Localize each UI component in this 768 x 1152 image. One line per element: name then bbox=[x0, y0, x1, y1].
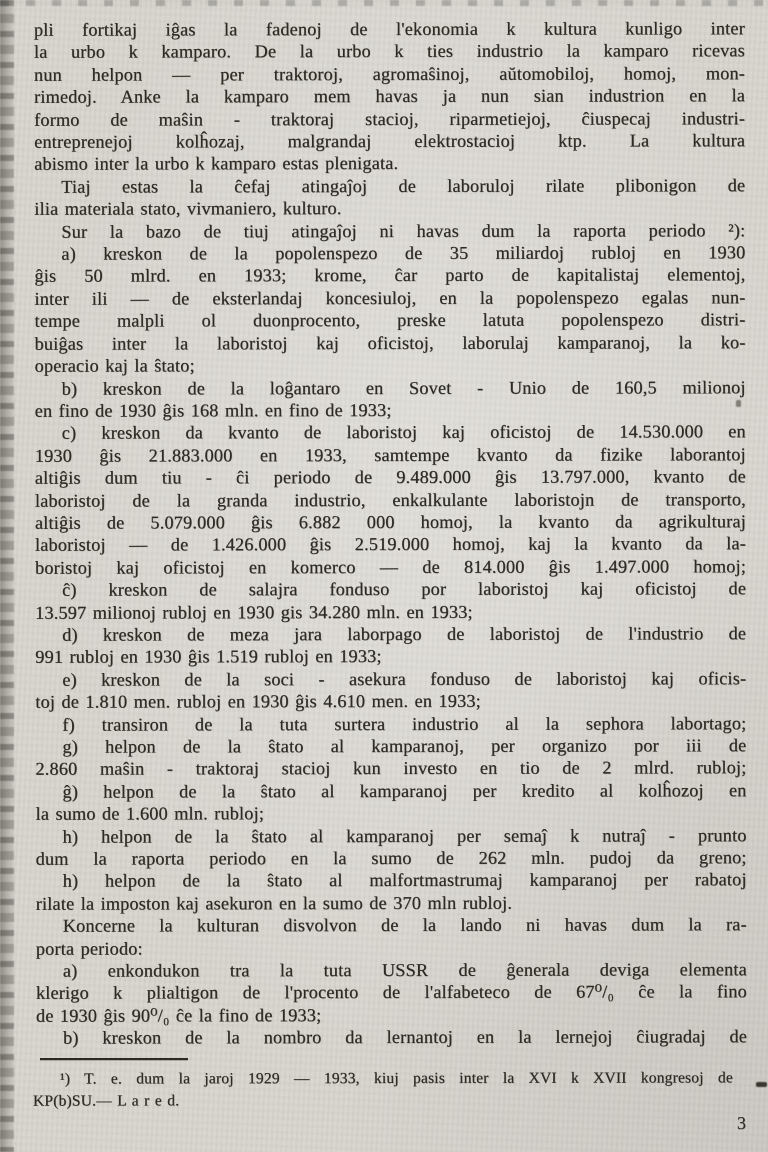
text-line: 991 rubloj en 1930 ĝis 1.519 rubloj en 1933; bbox=[35, 646, 382, 668]
text-line: ilia materiala stato, vivmaniero, kulturo. bbox=[34, 198, 342, 219]
text-line: la sumo de 1.600 mln. rubloj; bbox=[35, 803, 265, 824]
text-line: boristoj kaj oficistoj en komerco — de 814.000 ĝis 1.497.000 homoj; bbox=[35, 556, 747, 578]
text-line: ¹) T. e. dum la jaroj 1929 — 1933, kiuj pasis inter la XVI k XVII kongresoj de bbox=[59, 1069, 733, 1088]
text-line: b) kreskon de la loĝantaro en Sovet - Unio de 160,5 milionoj bbox=[61, 376, 746, 399]
text-line: c) kreskon da kvanto de laboristoj kaj oficistoj de 14.530.000 en bbox=[61, 421, 746, 444]
text-line: rilate la imposton kaj asekuron en la sumo de 370 mln rubloj. bbox=[35, 892, 513, 914]
text-line: e) kreskon de la soci - asekura fonduso de laboristoj kaj oficis- bbox=[62, 668, 747, 690]
text-line: ĝ) helpon de la ŝtato al kamparanoj per kredito al kolĥozoj en bbox=[62, 780, 747, 802]
text-line: 13.597 milionoj rubloj en 1930 gis 34.280 mln. en 1933; bbox=[35, 601, 473, 623]
text-line: Sur la bazo de tiuj atingaĵoj ni havas dum la raporta periodo ²): bbox=[61, 219, 746, 242]
footnote bbox=[33, 1067, 733, 1111]
text-line: g) helpon de la ŝtato al kamparanoj, per organizo por iii de bbox=[62, 735, 747, 757]
text-line: laboristoj — de 1.426.000 ĝis 2.519.000 homoj, kaj la kvanto da la- bbox=[35, 533, 747, 556]
text-line: f) transiron de la tuta surtera industrio al la sephora labortago; bbox=[62, 712, 747, 735]
text-line: dum la raporta periodo en la sumo de 262 mln. pudoj da greno; bbox=[35, 847, 747, 869]
text-line: rimedoj. Anke la kamparo mem havas ja nun sian industrion en la bbox=[34, 85, 746, 107]
text-line: b) kreskon de la nombro da lernantoj en la lernejoj ĉiugradaj de bbox=[63, 1026, 748, 1048]
page-number: 3 bbox=[737, 1113, 746, 1133]
text-line: porta periodo: bbox=[35, 938, 143, 959]
text-line: laboristoj de la granda industrio, enkalkulante laboristojn de transporto, bbox=[34, 488, 746, 511]
text-line: de 1930 ĝis 90⁰/₀ ĉe la fino de 1933; bbox=[35, 1005, 322, 1026]
text-line: 1930 ĝis 21.883.000 en 1933, samtempe kvanto da fizike laborantoj bbox=[34, 443, 746, 466]
text-line: la urbo k kamparo. De la urbo k ties industrio la kamparo ricevas bbox=[33, 40, 746, 63]
text-line: pli fortikaj iĝas la fadenoj de l'ekonomia k kultura kunligo inter bbox=[33, 18, 745, 40]
text-line: altiĝis de 5.079.000 ĝis 6.882 000 homoj, la kvanto da agrikulturaj bbox=[34, 511, 746, 533]
text-line: ĝis 50 mlrd. en 1933; krome, ĉar parto de kapitalistaj elementoj, bbox=[34, 264, 746, 287]
text-line: abismo inter la urbo k kamparo estas plenigata. bbox=[34, 153, 399, 175]
text-line: formo de maŝin - traktoraj stacioj, riparmetiejoj, ĉiuspecaj industri- bbox=[34, 107, 746, 130]
text-line: buiĝas inter la laboristoj kaj oficistoj, laborulaj kamparanoj, la ko- bbox=[34, 331, 746, 354]
text-line: klerigo k plialtigon de l'procento de l'alfabeteco de 67⁰/₀ ĉe la fino bbox=[35, 981, 747, 1004]
text-line: a) enkondukon tra la tuta USSR de ĝenerala deviga elementa bbox=[62, 959, 747, 981]
text-line: 2.860 maŝin - traktoraj stacioj kun investo en tio de 2 mlrd. rubloj; bbox=[35, 757, 747, 780]
text-line: KP(b)SU.— L a r e d. bbox=[33, 1091, 180, 1110]
text-line: h) helpon de la ŝtato al malfortmastrumaj kamparanoj per rabatoj bbox=[62, 869, 747, 892]
text-line: Koncerne la kulturan disvolvon de la lando ni havas dum la ra- bbox=[62, 914, 747, 936]
text-line: d) kreskon de meza jara laborpago de laboristoj de l'industrio de bbox=[62, 623, 747, 645]
text-line: altiĝis dum tiu - ĉi periodo de 9.489.000 ĝis 13.797.000, kvanto de bbox=[34, 466, 746, 488]
body-text bbox=[34, 17, 747, 1049]
footnote-rule bbox=[40, 1058, 188, 1060]
text-line: Tiaj estas la ĉefaj atingaĵoj de laboruloj rilate plibonigon de bbox=[61, 175, 746, 197]
scan-artifact bbox=[756, 1082, 767, 1087]
text-line: ĉ) kreskon de salajra fonduso por laboristoj kaj oficistoj de bbox=[62, 578, 747, 600]
text-line: entreprenejoj kolĥozaj, malgrandaj elektrostacioj ktp. La kultura bbox=[34, 130, 746, 152]
text-line: inter ili — de eksterlandaj koncesiuloj, en la popolenspezo egalas nun- bbox=[34, 287, 746, 309]
text-line: h) helpon de la ŝtato al kamparanoj per semaĵ k nutraĵ - prunto bbox=[62, 824, 747, 847]
text-line: en fino de 1930 ĝis 168 mln. en fino de 1933; bbox=[34, 399, 392, 421]
text-line: tempe malpli ol duonprocento, preske latuta popolenspezo distri- bbox=[34, 309, 746, 332]
scan-edge-left bbox=[0, 0, 14, 1152]
text-line: operacio kaj la ŝtato; bbox=[34, 355, 195, 376]
text-line: toj de 1.810 men. rubloj en 1930 ĝis 4.610 men. en 1933; bbox=[35, 690, 481, 712]
text-line: nun helpon — per traktoroj, agromaŝinoj, aŭtomobiloj, homoj, mon- bbox=[34, 63, 746, 85]
scan-edge-top bbox=[0, 0, 768, 6]
text-line: a) kreskon de la popolenspezo de 35 miliardoj rubloj en 1930 bbox=[61, 242, 746, 264]
